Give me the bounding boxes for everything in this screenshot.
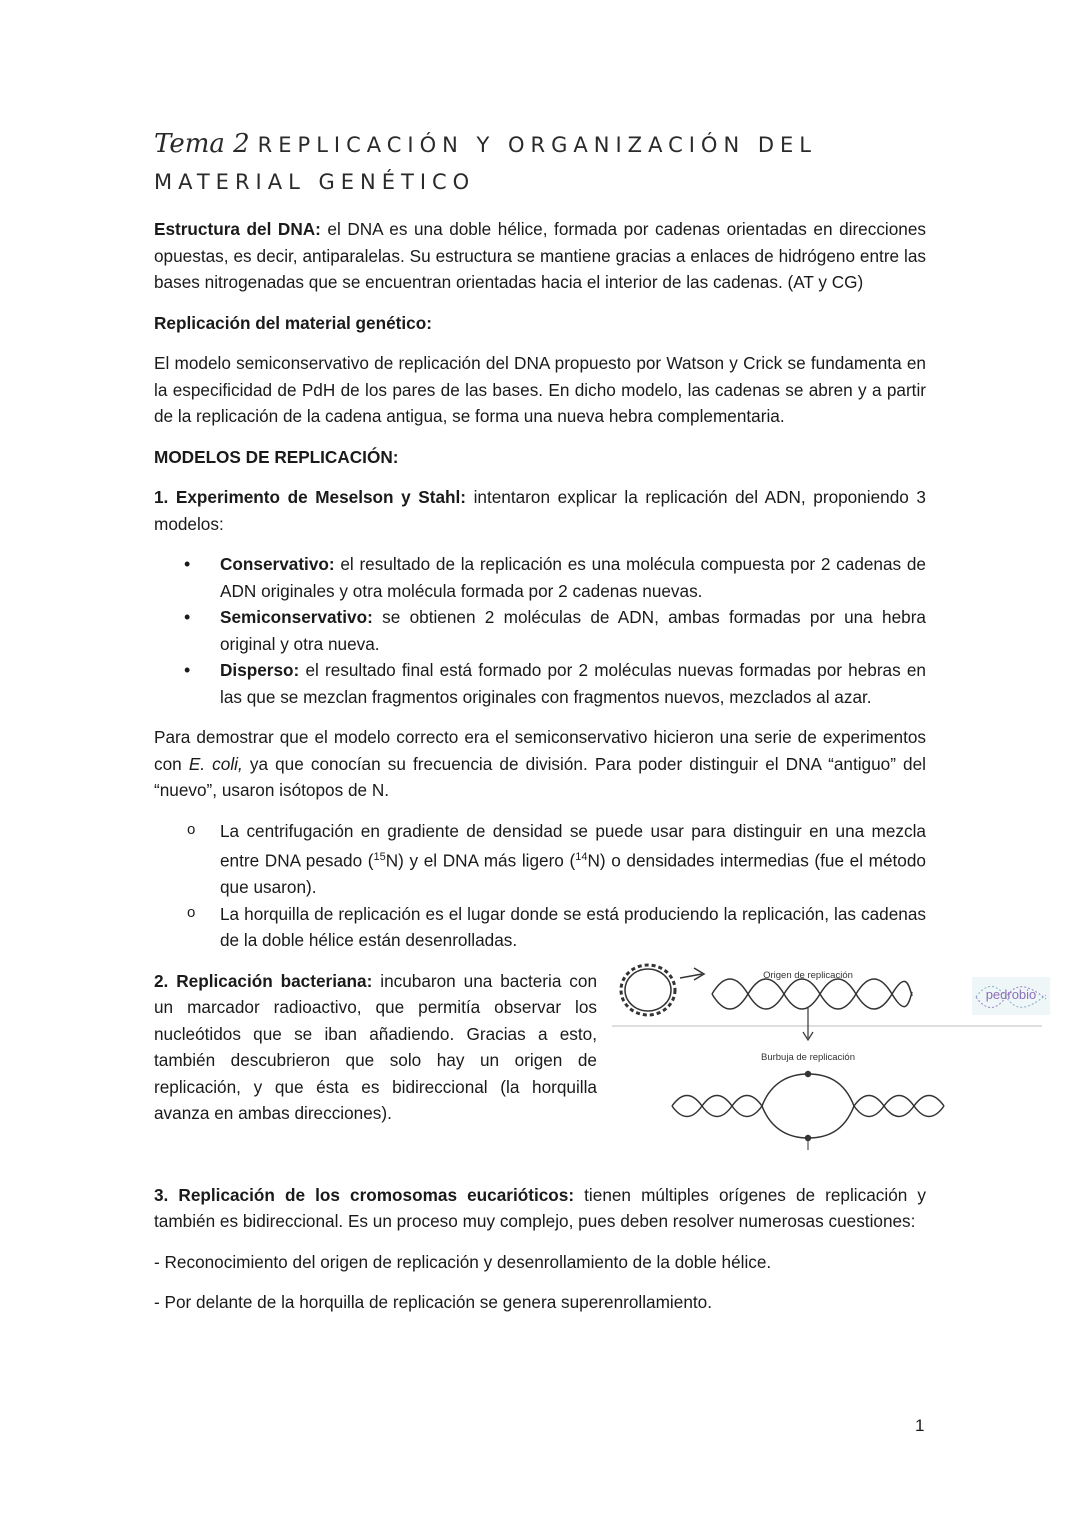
eucariotas-text: tienen múltiples orígenes de replicación y también es bidireccional. Es un proceso muy complejo, pues deben resolver numerosas cuestiones: — [154, 1184, 926, 1232]
ecoli-italic: E. coli, — [188, 753, 243, 774]
arrow-down-icon — [803, 1008, 813, 1040]
demostrar-text-b: ya que conocían su frecuencia de división. Para poder distinguir el DNA “antiguo” del “nuevo”, usaron isótopos de N. — [154, 753, 926, 800]
c1-text-c: N) o densidades intermedias (fue el método que usaron). — [220, 850, 926, 898]
c2-text: La horquilla de replicación es el lugar donde se está produciendo la replicación, las cadenas de la doble hélice están desenrolladas. — [220, 903, 926, 951]
cuestion-item: - Reconocimiento del origen de replicación y desenrollamiento de la doble hélice. — [154, 1251, 772, 1272]
title-line1: REPLICACIÓN Y ORGANIZACIÓN DEL — [257, 133, 817, 157]
pedrobio-logo — [972, 977, 1050, 1015]
list-item — [220, 657, 926, 710]
bacteriana-paragraph — [154, 968, 597, 1127]
methods-list — [154, 818, 926, 954]
eucariotas-label: 3. Replicación de los cromosomas eucarióticos: — [154, 1184, 575, 1205]
list-item — [220, 901, 926, 954]
origen-label: Origen de replicación — [763, 969, 853, 981]
page-number: 1 — [915, 1416, 925, 1435]
bullet-label: Semiconservativo: — [220, 607, 373, 627]
demostrar-paragraph — [154, 724, 926, 804]
demostrar-text-a: Para demostrar que el modelo correcto era el semiconservativo hicieron una serie de experimentos con — [154, 727, 926, 774]
circular-chromosome-icon — [621, 965, 675, 1015]
list-item — [220, 818, 926, 901]
isotope-15: 15 — [373, 851, 386, 863]
eucariotas-paragraph — [154, 1182, 926, 1235]
bullet-label: Conservativo: — [220, 554, 335, 574]
list-item — [220, 604, 926, 657]
modelos-heading: MODELOS DE REPLICACIÓN: — [154, 446, 399, 467]
c1-text-b: N) y el DNA más ligero ( — [385, 850, 576, 871]
burbuja-label: Burbuja de replicación — [760, 1051, 856, 1063]
title-tema: Tema 2 — [154, 129, 250, 159]
modelo-paragraph: El modelo semiconservativo de replicación del DNA propuesto por Watson y Crick se fundamenta en la especificidad de PdH de los pares de las bases. En dicho modelo, las cadenas se abren y a partir de la replicación de la cadena antigua, se forma una nueva hebra complementaria. — [154, 353, 926, 426]
replicacion-heading: Replicación del material genético: — [154, 312, 432, 333]
cuestion-item: - Por delante de la horquilla de replicación se genera superenrollamiento. — [154, 1292, 712, 1313]
models-list — [154, 551, 926, 710]
page-title — [154, 126, 926, 200]
replication-bubble-icon — [672, 1071, 944, 1150]
list-item — [220, 551, 926, 604]
meselson-text: intentaron explicar la replicación del ADN, proponiendo 3 modelos: — [154, 487, 926, 534]
meselson-label: 1. Experimento de Meselson y Stahl: — [154, 487, 466, 507]
c1-text-a: La centrifugación en gradiente de densidad se puede usar para distinguir en una mezcla entre DNA pesado ( — [220, 820, 926, 871]
bullet-text: el resultado de la replicación es una molécula compuesta por 2 cadenas de ADN originales y otra molécula formada por 2 cadenas nuevas. — [220, 554, 926, 601]
bullet-text: el resultado final está formado por 2 moléculas nuevas formadas por hebras en las que se mezclan fragmentos originales con fragmentos nuevos, mezclados al azar. — [220, 660, 926, 707]
bullet-label: Disperso: — [220, 660, 300, 680]
isotope-14: 14 — [575, 851, 588, 863]
document-page — [154, 126, 926, 1316]
title-line2: MATERIAL GENÉTICO — [154, 170, 476, 194]
arrow-right-icon — [680, 968, 704, 980]
bullet-text: se obtienen 2 moléculas de ADN, ambas formadas por una hebra original y otra nueva. — [220, 607, 926, 654]
estructura-text: el DNA es una doble hélice, formada por cadenas orientadas en direcciones opuestas, es decir, antiparalelas. Su estructura se mantiene gracias a enlaces de hidrógeno entre las bases nitrogenadas que se encuentran orientadas hacia el interior de las cadenas. (AT y CG) — [154, 219, 927, 292]
meselson-paragraph — [154, 484, 926, 537]
estructura-paragraph — [154, 216, 926, 296]
bacteriana-text: incubaron una bacteria con un marcador radioactivo, que permitía observar los nucleótidos que se iban añadiendo. Gracias a esto, también descubrieron que solo hay un origen de replicación, y que ésta es bidireccional (la horquilla avanza en ambas direcciones). — [154, 970, 598, 1124]
bacteriana-section — [154, 968, 926, 1168]
bacteriana-label: 2. Replicación bacteriana: — [154, 970, 373, 991]
estructura-label: Estructura del DNA: — [154, 219, 321, 239]
logo-text: pedrobio — [985, 987, 1037, 1002]
dna-helix-upper-icon — [712, 979, 912, 1009]
